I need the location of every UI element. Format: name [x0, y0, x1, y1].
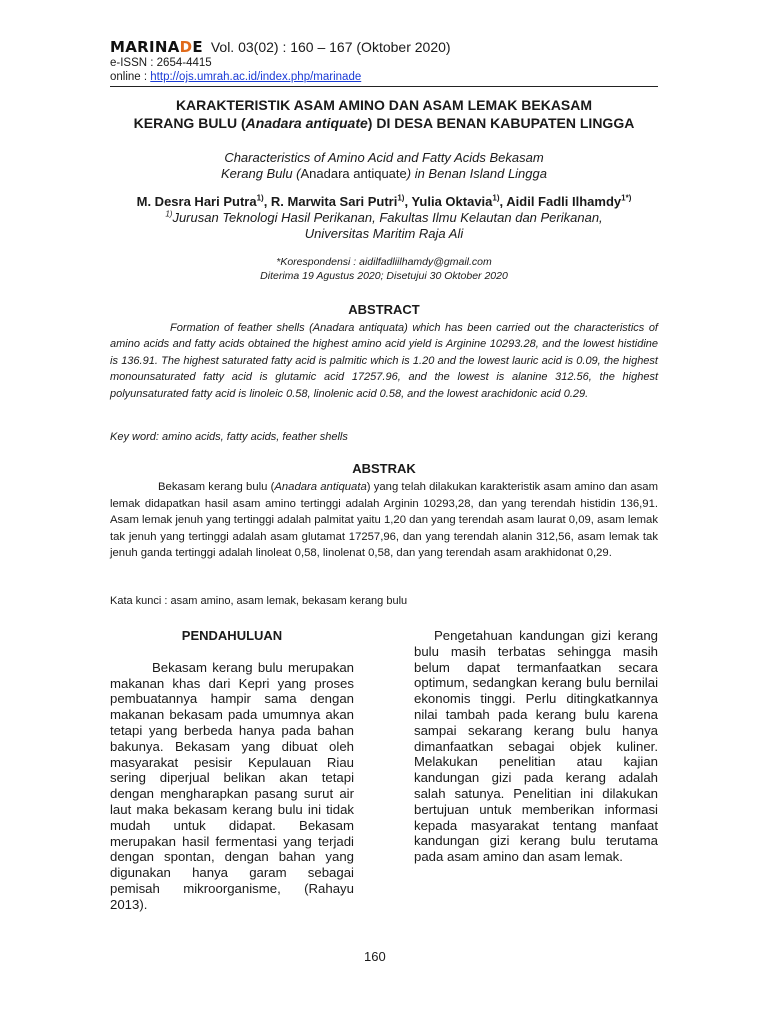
online-line: online : http://ojs.umrah.ac.id/index.php/marinade	[110, 71, 362, 83]
journal-url-link[interactable]: http://ojs.umrah.ac.id/index.php/marinade	[150, 71, 362, 83]
species-name: Anadara antiquate	[245, 115, 368, 131]
abstrak-keywords: Kata kunci : asam amino, asam lemak, bekasam kerang bulu	[110, 595, 408, 607]
header-divider	[110, 86, 658, 87]
abstrak-text: Bekasam kerang bulu (Anadara antiquata) yang telah dilakukan karakteristik asam amino dan asam lemak didapatkan hasil asam amino tertinggi adalah Arginin 10293,28, dan yang terendah histidin 136,91. Asam lemak jenuh yang tertinggi adalah palmitat yaitu 1,20 dan yang terendah asam laurat 0,09, asam lemak tak jenuh yang tertinggi adalah asam glutamat 17257,96, dan yang terendah alanin 312,56, asam lemak tak jenuh ganda tertinggi adalah linoleat 0,58, linolenat 0,58, dan yang terendah asam arakhidonat 0,29.	[110, 481, 658, 560]
paper-subtitle: Characteristics of Amino Acid and Fatty Acids Bekasam Kerang Bulu (Anadara antiquate) in Benan Island Lingga	[221, 150, 547, 181]
journal-logo: MARINADE	[110, 38, 203, 56]
author-name: Yulia Oktavia	[411, 194, 493, 209]
intro-right-column	[414, 628, 658, 865]
abstract-text: Formation of feather shells (Anadara antiquata) which has been carried out the characteristics of amino acids and fatty acids obtained the highest amino acid yield is Arginine 10293.28, and the lowest histidine is 136.91. The highest saturated fatty acid is palmitic which is 1.20 and the lowest lauric acid is 0.09, the highest monounsaturated fatty acid is glutamic acid 17257.96, and the lowest is alanine 312.56, the highest polyunsaturated fatty acid is linoleic 0.58, linolenic acid 0.58, and the lowest arachidonic acid 0.29.	[110, 322, 658, 400]
species-name: Anadara antiquata	[274, 481, 367, 493]
intro-paragraph-2: Pengetahuan kandungan gizi kerang bulu masih terbatas sehingga masih belum dapat termanfaatkan secara optimum, sedangkan kerang bulu bernilai ekonomis tinggi. Perlu ditingkatkannya nilai tambah pada kerang bulu karena sampai sekarang kerang bulu hanya dimanfaatkan sebagai objek kuliner. Melakukan penelitian atau kajian kandungan gizi pada kerang adalah salah satunya. Penelitian ini dilakukan bertujuan untuk memberikan informasi kepada masyarakat tentang manfaat kandungan gizi kerang bulu terutama pada asam amino dan asam lemak.	[414, 628, 658, 865]
section-heading-pendahuluan: PENDAHULUAN	[181, 628, 283, 643]
journal-header	[110, 38, 451, 84]
author-name: R. Marwita Sari Putri	[270, 194, 398, 209]
abstract-keywords: Key word: amino acids, fatty acids, feather shells	[110, 431, 348, 443]
received-accepted-dates: Diterima 19 Agustus 2020; Disetujui 30 Oktober 2020	[260, 270, 508, 282]
journal-logo-line	[110, 38, 451, 56]
page-number: 160	[364, 949, 386, 964]
abstrak-heading: ABSTRAK	[352, 461, 416, 476]
intro-left-column	[110, 628, 354, 913]
intro-paragraph-1: Bekasam kerang bulu merupakan makanan khas dari Kepri yang proses pembuatannya hampir sama dengan makanan bekasam pada umumnya akan tetapi yang berbeda hanya pada bahan bakunya. Bekasam yang dibuat oleh masyarakat pesisir Kepulauan Riau sering diperjual belikan akan tetapi dengan mengharapkan pasang surut air laut maka bekasam kerang bulu ini tidak mudah untuk didapat. Bekasam merupakan hasil fermentasi yang terjadi dengan spontan, dengan bahan yang digunakan hanya garam sebagai pemisah mikroorganisme, (Rahayu 2013).	[110, 659, 354, 912]
species-name: Anadara antiquate	[300, 166, 407, 181]
author-name: Aidil Fadli Ilhamdy	[506, 194, 622, 209]
affiliation-university: Universitas Maritim Raja Ali	[304, 226, 464, 241]
abstract-heading: ABSTRACT	[348, 302, 420, 317]
volume-info: Vol. 03(02) : 160 – 167 (Oktober 2020)	[210, 39, 451, 55]
author-list: M. Desra Hari Putra$^{1)}$, R. Marwita Sari Putri$^{1)}$, Yulia Oktavia$^{1)}$, Aidil Fadli Ilhamdy$^{1*)}$	[136, 193, 632, 209]
author-name: M. Desra Hari Putra	[136, 194, 257, 209]
affiliation: $^{1)}$Jurusan Teknologi Hasil Perikanan, Fakultas Ilmu Kelautan dan Perikanan,	[165, 209, 603, 225]
correspondence: *Korespondensi : aidilfadliilhamdy@gmail.com	[276, 256, 492, 268]
eissn: e-ISSN : 2654-4415	[110, 57, 212, 69]
paper-title: KARAKTERISTIK ASAM AMINO DAN ASAM LEMAK BEKASAM KERANG BULU (Anadara antiquate) DI DESA BENAN KABUPATEN LINGGA	[133, 97, 635, 131]
